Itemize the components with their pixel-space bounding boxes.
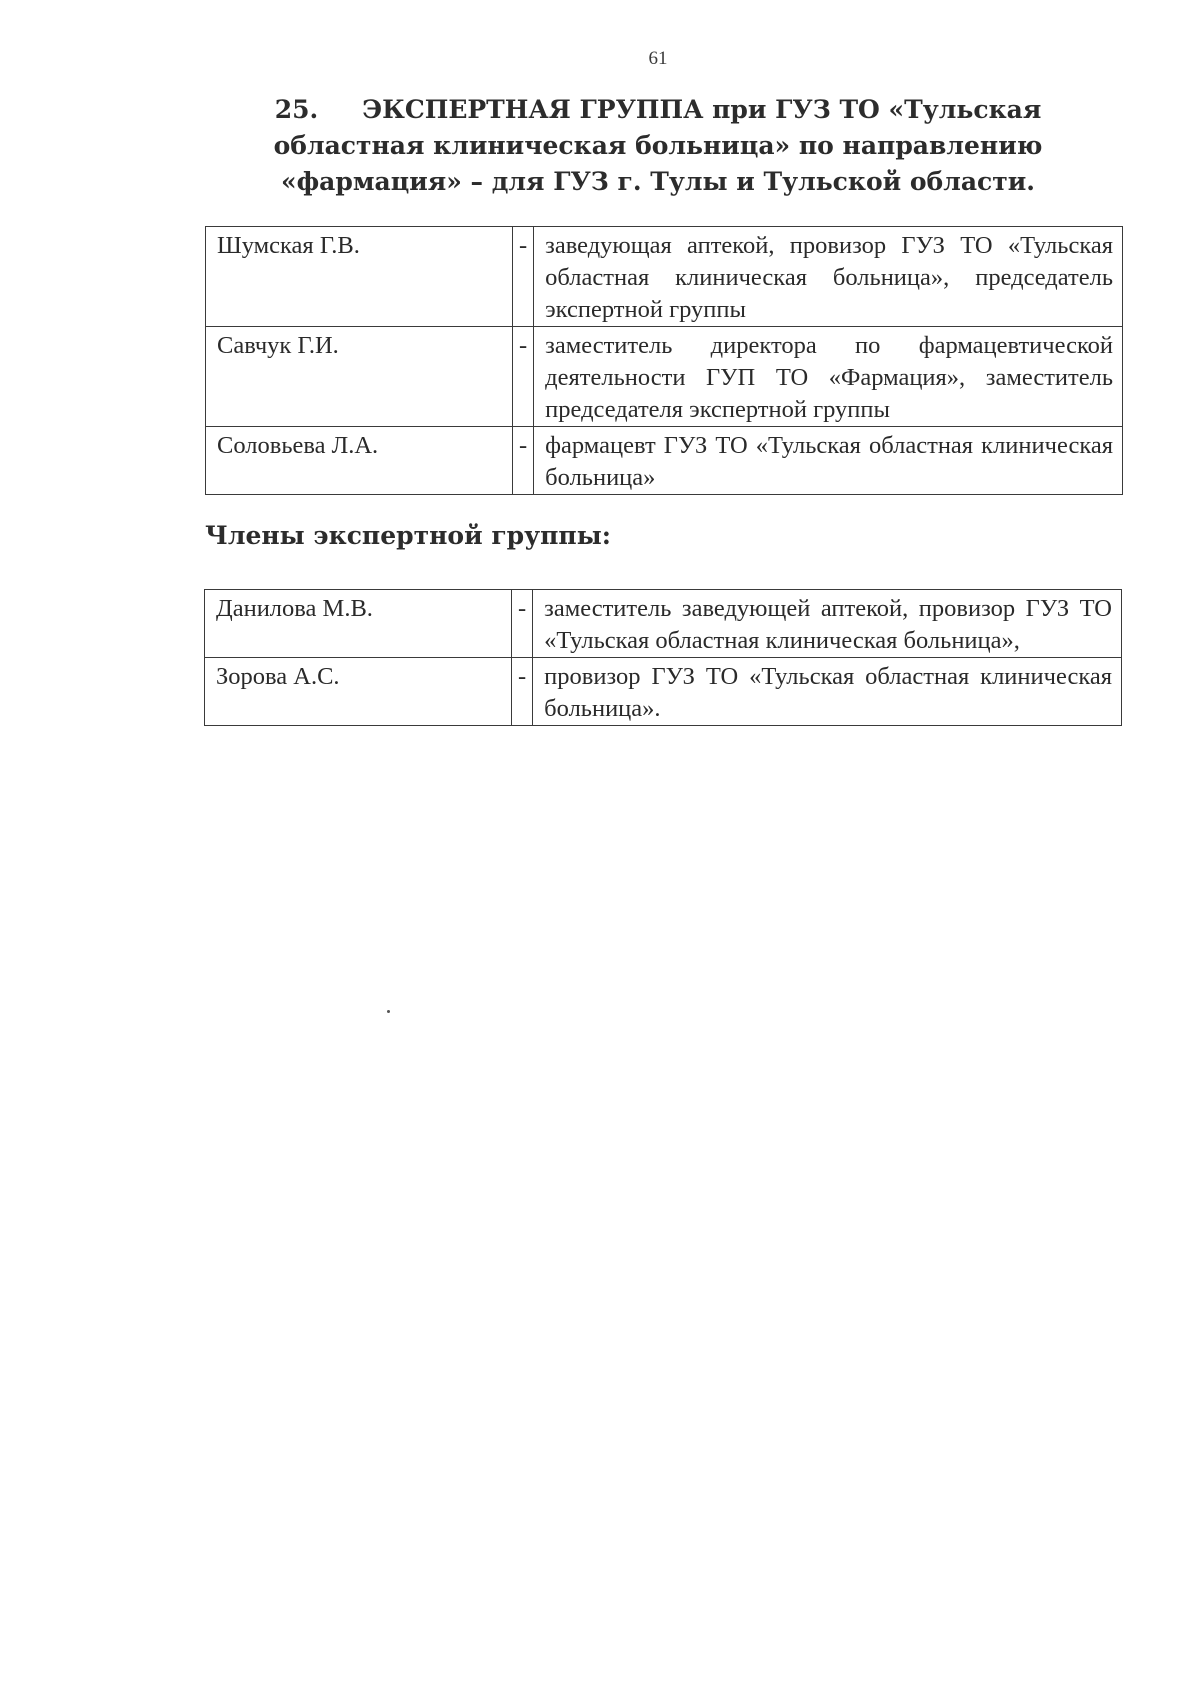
person-role: заведующая аптекой, провизор ГУЗ ТО «Тульская областная клиническая больница», председатель экспертной группы	[534, 227, 1123, 327]
dash-separator: -	[513, 227, 534, 327]
person-name: Данилова М.В.	[205, 590, 512, 658]
table-row	[205, 658, 1122, 726]
table-row	[206, 327, 1123, 427]
page-number: 61	[648, 48, 668, 69]
person-role: провизор ГУЗ ТО «Тульская областная клиническая больница».	[533, 658, 1122, 726]
dash-separator: -	[513, 327, 534, 427]
dash-separator: -	[513, 427, 534, 495]
section-number: 25.	[274, 95, 319, 124]
table-row	[205, 590, 1122, 658]
table-row	[206, 227, 1123, 327]
members-title: Члены экспертной группы:	[205, 521, 612, 550]
person-role: заместитель заведующей аптекой, провизор ГУЗ ТО «Тульская областная клиническая больница»,	[533, 590, 1122, 658]
person-role: фармацевт ГУЗ ТО «Тульская областная клиническая больница»	[534, 427, 1123, 495]
leadership-table	[205, 226, 1123, 495]
scan-speck	[387, 1010, 390, 1013]
person-name: Шумская Г.В.	[206, 227, 513, 327]
person-name: Соловьева Л.А.	[206, 427, 513, 495]
person-name: Савчук Г.И.	[206, 327, 513, 427]
section-title: ЭКСПЕРТНАЯ ГРУППА при ГУЗ ТО «Тульская областная клиническая больница» по направлению «фармация» – для ГУЗ г. Тулы и Тульской области.	[273, 95, 1043, 196]
section-heading	[200, 92, 1116, 200]
dash-separator: -	[512, 590, 533, 658]
members-table	[204, 589, 1122, 726]
person-role: заместитель директора по фармацевтической деятельности ГУП ТО «Фармация», заместитель председателя экспертной группы	[534, 327, 1123, 427]
table-row	[206, 427, 1123, 495]
dash-separator: -	[512, 658, 533, 726]
person-name: Зорова А.С.	[205, 658, 512, 726]
